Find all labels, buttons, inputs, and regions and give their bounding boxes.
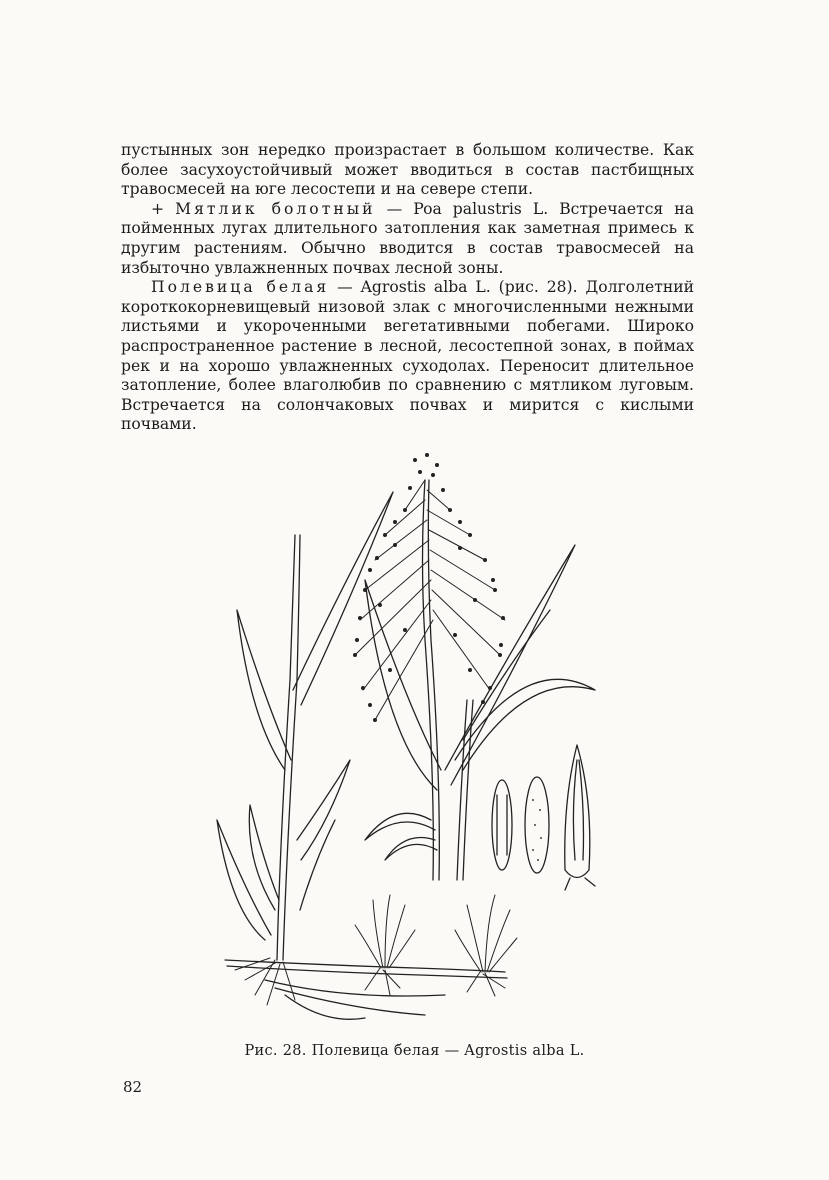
cultivated-marker: + <box>151 199 176 218</box>
figure-caption: Рис. 28. Полевица белая — Agrostis alba L. <box>244 1043 585 1059</box>
page-number: 82 <box>123 1078 143 1096</box>
left-shoot-drawing <box>217 492 393 960</box>
paragraph-agrostis-alba <box>121 278 694 435</box>
figure-28-illustration <box>205 440 615 1032</box>
main-culms-drawing <box>365 480 595 880</box>
plant-drawing <box>205 440 615 1032</box>
paragraph-continuation: пустынных зон нередко произрастает в большом количестве. Как более засухоустойчивый может вводиться в состав пастбищных травосмесей на юге лесостепи и на севере степи. <box>121 141 694 199</box>
paragraph-poa-text: — Poa palustris L. Встречается на пойменных лугах длительного затопления как заметная примесь к другим растениям. Обычно вводится в состав травосмесей на избыточно увлажненных почвах лесной зоны. <box>121 199 694 277</box>
grain-details-drawing <box>492 745 595 890</box>
paragraph-agrostis-text: — Agrostis alba L. (рис. 28). Долголетний короткокорневищевый низовой злак с многочисленными нежными листьями и укороченными вегетативными побегами. Широко распространенное растение в лесной, лесостепной зонах, в поймах рек и на хорошо увлажненных суходолах. Переносит длительное затопление, более влаголюбив по сравнению с мятликом луговым. Встречается на солончаковых почвах и мирится с кислыми почвами. <box>121 278 694 434</box>
species-name-agrostis: Полевица белая <box>151 278 330 297</box>
vegetative-tufts-drawing <box>355 895 517 972</box>
rhizome-drawing <box>225 960 507 1019</box>
body-text <box>121 141 694 435</box>
paragraph-poa-palustris <box>121 200 694 278</box>
species-name-poa: Мятлик болотный <box>175 199 376 218</box>
roots-drawing <box>235 958 505 1005</box>
